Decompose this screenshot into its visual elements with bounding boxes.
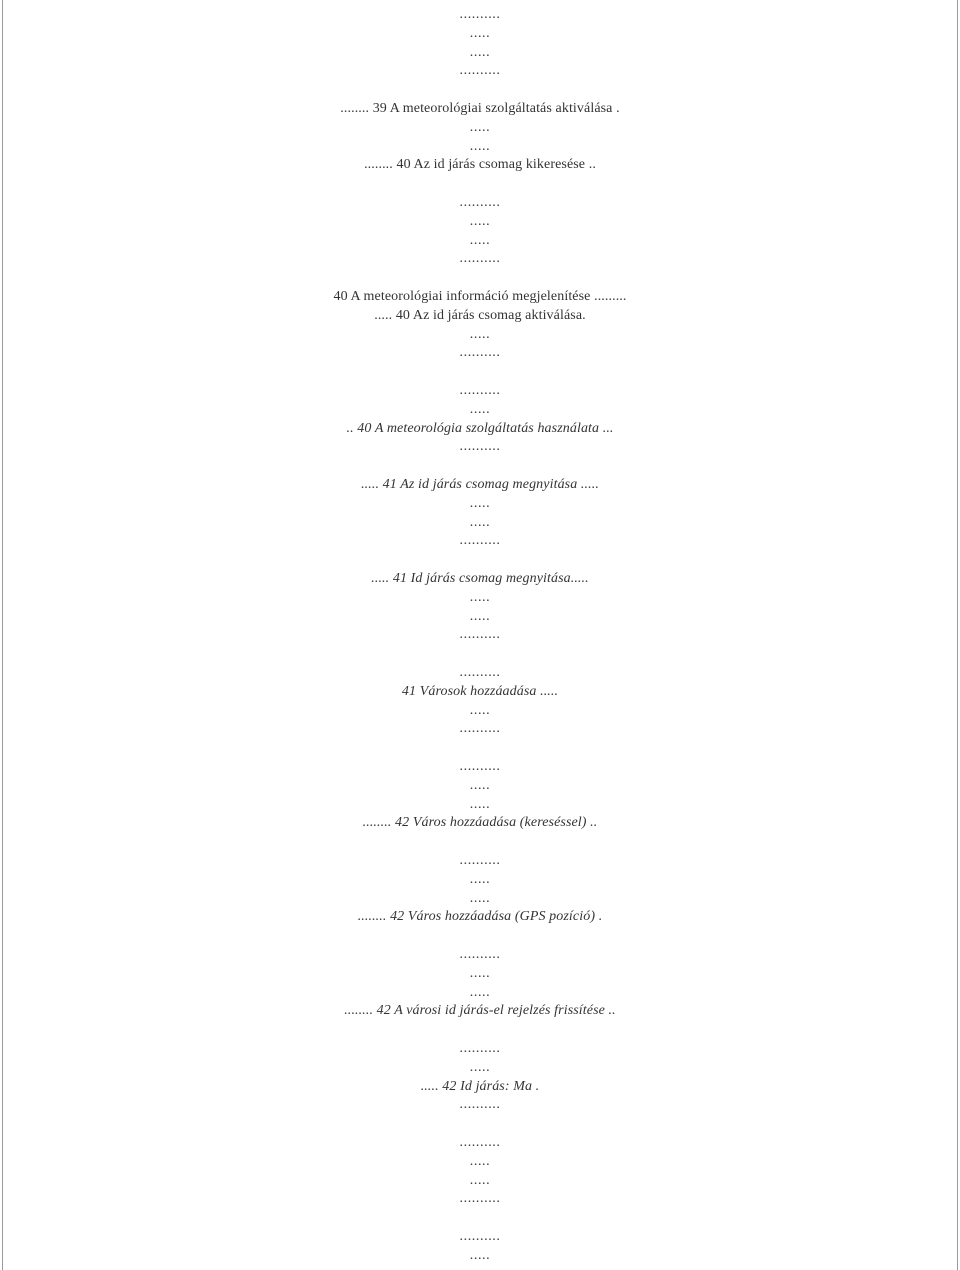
- toc-leader-dots: .....: [469, 25, 491, 41]
- toc-leader-dots: .....: [469, 965, 491, 981]
- toc-entry: 41 Városok hozzáadása .....: [401, 683, 559, 699]
- toc-leader-dots: .....: [469, 1153, 491, 1169]
- toc-leader-dots: .....: [469, 401, 491, 417]
- toc-leader-dots: .....: [469, 138, 491, 154]
- toc-entry: ........ 39 A meteorológiai szolgáltatás aktiválása .: [340, 101, 620, 116]
- toc-leader-dots: .....: [469, 1172, 491, 1188]
- toc-leader-dots: ..........: [459, 1191, 501, 1207]
- toc-entry: .. 40 A meteorológia szolgáltatás használata ...: [346, 420, 614, 436]
- toc-leader-dots: .....: [469, 777, 491, 793]
- toc-leader-dots: ..........: [459, 195, 501, 210]
- toc-leader-dots: .....: [469, 1059, 491, 1075]
- toc-leader-dots: .....: [469, 871, 491, 887]
- toc-entry: ..... 41 Az id járás csomag megnyitása .....: [361, 477, 599, 492]
- toc-leader-dots: .....: [469, 890, 491, 906]
- toc-leader-dots: .....: [469, 119, 491, 135]
- toc-entry: ........ 42 A városi id járás-el rejelzés frissítése ..: [344, 1003, 616, 1019]
- toc-leader-dots: ..........: [459, 1041, 501, 1056]
- toc-leader-dots: ..........: [459, 533, 501, 549]
- toc-leader-dots: .....: [469, 326, 491, 342]
- toc-leader-dots: .....: [469, 796, 491, 812]
- toc-entry: ..... 41 Id járás csomag megnyitása.....: [371, 571, 589, 586]
- toc-leader-dots: ..........: [459, 439, 501, 455]
- toc-leader-dots: ..........: [459, 1135, 501, 1150]
- toc-leader-dots: ..........: [459, 665, 501, 680]
- toc-entry: ........ 40 Az id járás csomag kikeresése ..: [364, 157, 596, 173]
- toc-entry: 40 A meteorológiai információ megjelenítése .........: [333, 289, 627, 304]
- toc-leader-dots: .....: [469, 702, 491, 718]
- toc-entry: ..... 40 Az id járás csomag aktiválása.: [374, 307, 586, 323]
- toc-leader-dots: ..........: [459, 345, 501, 361]
- toc-leader-dots: ..........: [459, 63, 501, 79]
- toc-leader-dots: .....: [469, 495, 491, 511]
- toc-leader-dots: ..........: [459, 7, 501, 22]
- toc-leader-dots: .....: [469, 44, 491, 60]
- toc-leader-dots: .....: [469, 589, 491, 605]
- toc-leader-dots: ..........: [459, 251, 501, 267]
- toc-leader-dots: ..........: [459, 383, 501, 398]
- toc-leader-dots: ..........: [459, 721, 501, 737]
- toc-leader-dots: ..........: [459, 627, 501, 643]
- toc-leader-dots: .....: [469, 984, 491, 1000]
- toc-entry: ........ 42 Város hozzáadása (kereséssel) ..: [362, 815, 598, 831]
- toc-leader-dots: ..........: [459, 1229, 501, 1244]
- toc-leader-dots: .....: [469, 213, 491, 229]
- toc-leader-dots: ..........: [459, 947, 501, 962]
- toc-entry: ..... 42 Id járás: Ma .: [420, 1078, 540, 1094]
- toc-leader-dots: ..........: [459, 853, 501, 868]
- toc-leader-dots: ..........: [459, 759, 501, 774]
- toc-leader-dots: .....: [469, 514, 491, 530]
- toc-leader-dots: .....: [469, 1247, 491, 1263]
- toc-leader-dots: ..........: [459, 1097, 501, 1113]
- toc-entry: ........ 42 Város hozzáadása (GPS pozíció) .: [357, 909, 603, 925]
- toc-leader-dots: .....: [469, 608, 491, 624]
- toc-leader-dots: .....: [469, 232, 491, 248]
